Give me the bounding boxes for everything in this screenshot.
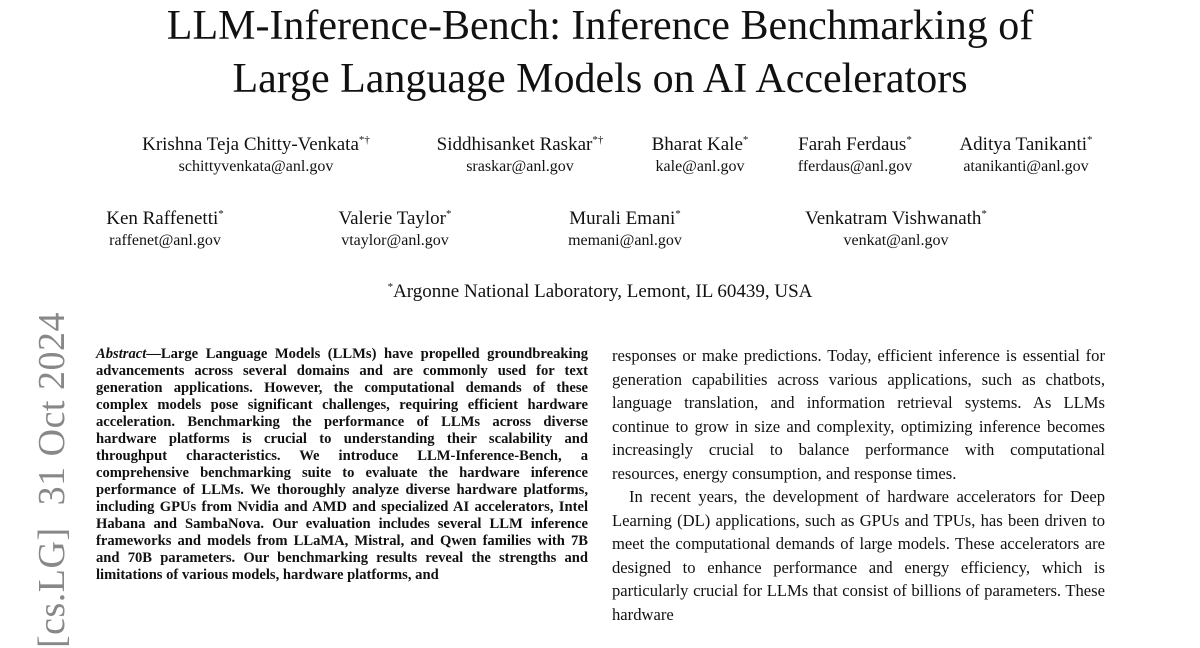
author-mark: *	[906, 134, 912, 146]
author	[640, 134, 760, 178]
affiliation-mark: *	[387, 281, 394, 293]
author-name: Bharat Kale	[651, 134, 743, 155]
affiliation-text: Argonne National Laboratory, Lemont, IL 60439, USA	[393, 281, 813, 302]
author-name: Krishna Teja Chitty-Venkata	[142, 134, 359, 155]
body-paragraph: In recent years, the development of hardware accelerators for Deep Learning (DL) applications, such as GPUs and TPUs, has been driven to meet the computational demands of large models. These accelerators are designed to enhance performance and energy efficiency, which is particularly crucial for LLMs that consist of billions of parameters. These hardware	[612, 487, 1105, 624]
author-email[interactable]: sraskar@anl.gov	[466, 158, 574, 175]
author-mark: *	[981, 208, 987, 220]
arxiv-date: 31 Oct 2024	[31, 312, 73, 506]
author	[122, 134, 390, 178]
author-name: Valerie Taylor	[338, 208, 447, 229]
author-email[interactable]: schittyvenkata@anl.gov	[178, 158, 334, 175]
author-name: Ken Raffenetti	[106, 208, 219, 229]
author-mark: *	[1087, 134, 1093, 146]
author	[788, 208, 1004, 252]
author-name: Venkatram Vishwanath	[805, 208, 982, 229]
author-email[interactable]: fferdaus@anl.gov	[797, 158, 913, 175]
author-mark: *	[742, 134, 749, 146]
author-email[interactable]: venkat@anl.gov	[843, 232, 949, 249]
author	[322, 208, 468, 252]
author	[552, 208, 698, 252]
author	[94, 208, 236, 252]
affiliation	[0, 280, 1200, 304]
abstract-lead: Abstract	[96, 346, 147, 362]
author-mark: *†	[358, 134, 370, 146]
arxiv-stamp	[30, 312, 74, 648]
body-paragraph: responses or make predictions. Today, efficient inference is essential for generation capabilities across various applications, such as chatbots, language translation, and information retrieval systems. As LLMs continue to grow in size and complexity, optimizing inference becomes increasingly crucial to balance performance with computational resources, energy consumption, and response times.	[612, 346, 1105, 483]
title-line-1: LLM-Inference-Bench: Inference Benchmarking of	[166, 3, 1034, 49]
author-mark: *	[675, 208, 681, 220]
author-name: Siddhisanket Raskar	[436, 134, 593, 155]
author-name: Murali Emani	[569, 208, 676, 229]
abstract	[96, 346, 588, 584]
abstract-text: —Large Language Models (LLMs) have propelled groundbreaking advancements across several domains and are commonly used for text generation applications. However, the computational demands of these complex models pose significant challenges, requiring efficient hardware acceleration. Benchmarking the performance of LLMs across diverse hardware platforms is crucial to understanding their scalability and throughput characteristics. We introduce LLM-Inference-Bench, a comprehensive benchmarking suite to evaluate the hardware inference performance of LLMs. We thoroughly analyze diverse hardware platforms, including GPUs from Nvidia and AMD and specialized AI accelerators, Intel Habana and SambaNova. Our evaluation includes several LLM inference frameworks and models from LLaMA, Mistral, and Qwen families with 7B and 70B parameters. Our benchmarking results reveal the strengths and limitations of various models, hardware platforms, and	[96, 346, 588, 583]
author-mark: *†	[592, 134, 604, 146]
author-email[interactable]: atanikanti@anl.gov	[963, 158, 1089, 175]
author-email[interactable]: memani@anl.gov	[568, 232, 682, 249]
author-mark: *	[446, 208, 452, 220]
author-email[interactable]: raffenet@anl.gov	[109, 232, 221, 249]
author-email[interactable]: kale@anl.gov	[655, 158, 745, 175]
author-mark: *	[218, 208, 224, 220]
author	[946, 134, 1106, 178]
title-line-2: Large Language Models on AI Accelerators	[232, 56, 968, 102]
author-email[interactable]: vtaylor@anl.gov	[341, 232, 449, 249]
author-name: Farah Ferdaus	[798, 134, 907, 155]
paper-title	[0, 0, 1200, 106]
author	[422, 134, 618, 178]
author-name: Aditya Tanikanti	[959, 134, 1088, 155]
arxiv-category[interactable]: [cs.LG]	[31, 527, 73, 648]
right-column	[612, 344, 1105, 626]
author	[778, 134, 932, 178]
